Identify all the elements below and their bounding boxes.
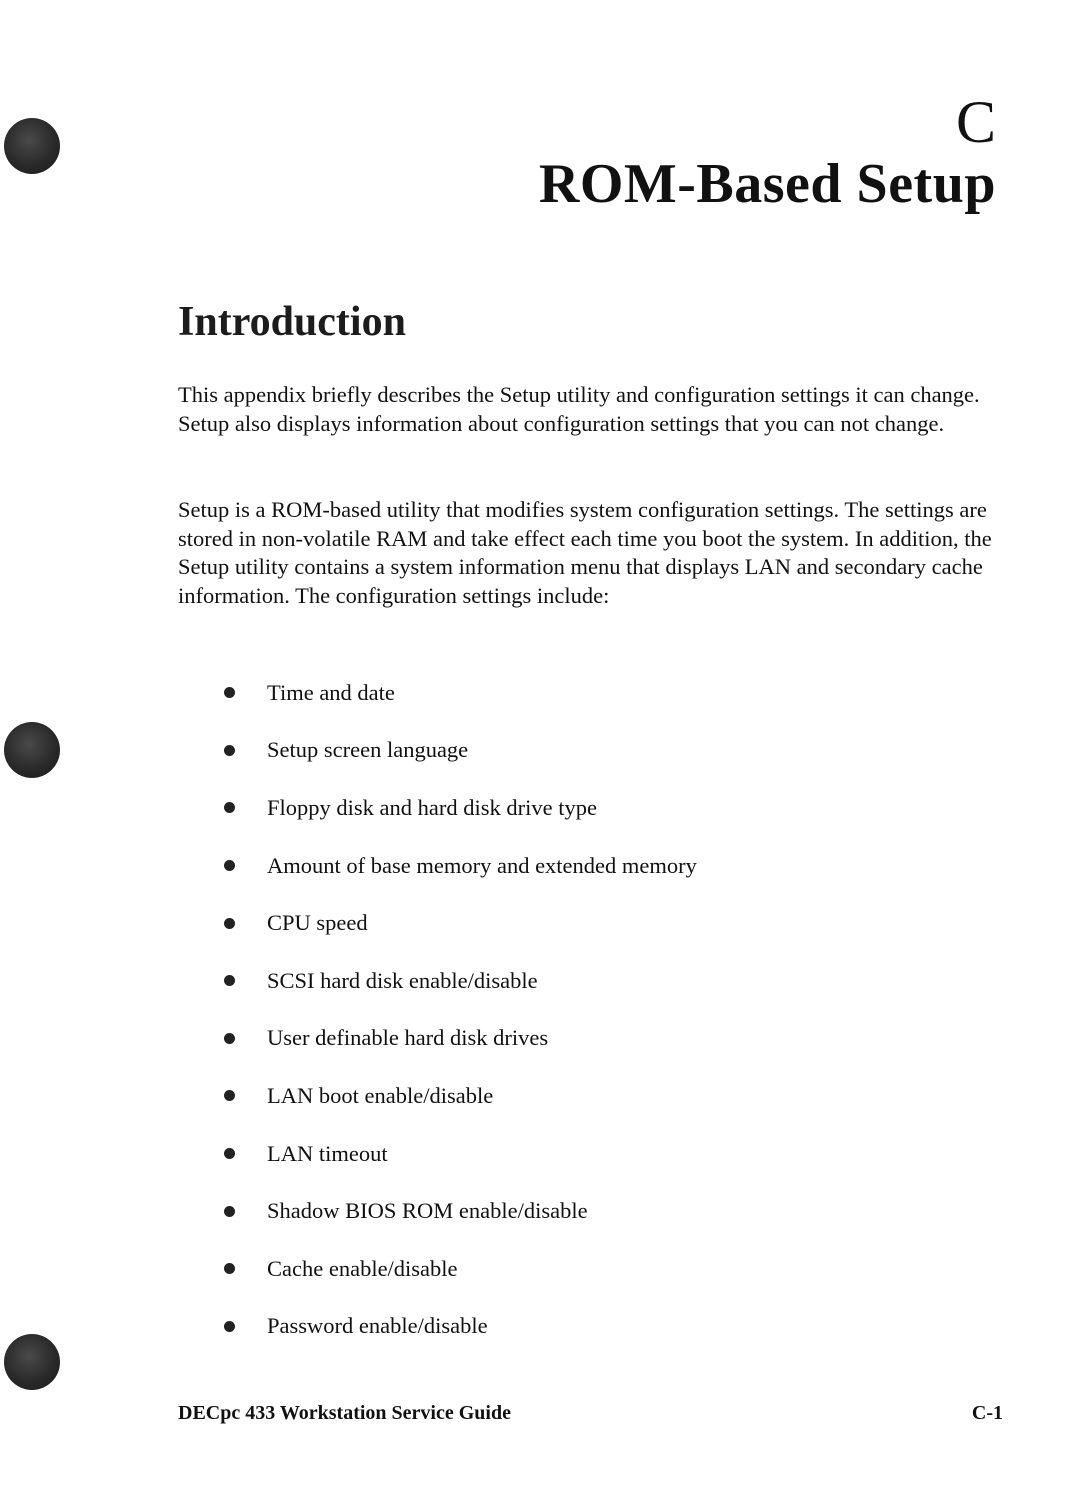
list-item [222,1182,697,1240]
list-item-text: User definable hard disk drives [267,1025,549,1051]
bullet-icon [224,860,235,871]
list-item [222,952,697,1010]
list-item-text: SCSI hard disk enable/disable [267,967,538,993]
list-item [222,837,697,895]
bullet-icon [224,802,235,813]
list-item [222,1240,697,1298]
list-item [222,1125,697,1183]
list-item [222,779,697,837]
bullet-icon [224,1148,235,1159]
list-item [222,664,697,722]
footer-document-title: DECpc 433 Workstation Service Guide [178,1402,511,1424]
list-item [222,894,697,952]
bullet-icon [224,1033,235,1044]
bullet-icon [224,745,235,756]
list-item [222,1067,697,1125]
bullet-icon [224,1090,235,1101]
setup-paragraph: Setup is a ROM-based utility that modifies system configuration settings. The settings are stored in non-volatile RAM and take effect each time you boot the system. In addition, the Setup utility contains a system information menu that displays LAN and secondary cache information. The configuration settings include: [178,497,992,609]
list-item [222,1298,697,1356]
list-item-text: Time and date [267,679,395,705]
bullet-icon [224,687,235,698]
footer-page-number: C-1 [971,1402,1003,1424]
list-item [222,722,697,780]
binder-hole-bottom [4,1334,60,1390]
bullet-icon [224,918,235,929]
section-heading: Introduction [178,299,406,345]
binder-hole-top [4,118,60,174]
bullet-icon [224,1206,235,1217]
list-item-text: Setup screen language [267,737,469,763]
list-item-text: Shadow BIOS ROM enable/disable [267,1198,588,1224]
chapter-letter: C [955,89,996,155]
chapter-title: ROM-Based Setup [538,153,996,215]
list-item-text: Cache enable/disable [267,1255,458,1281]
list-item-text: Password enable/disable [267,1313,488,1339]
list-item-text: Amount of base memory and extended memory [267,852,697,878]
settings-list [222,664,697,1355]
list-item-text: CPU speed [267,910,368,936]
list-item-text: Floppy disk and hard disk drive type [267,794,597,820]
intro-paragraph: This appendix briefly describes the Setup utility and configuration settings it can change. Setup also displays information about configuration settings that you can not change. [178,382,980,436]
bullet-icon [224,1321,235,1332]
list-item-text: LAN boot enable/disable [267,1082,494,1108]
bullet-icon [224,1263,235,1274]
list-item-text: LAN timeout [267,1140,388,1166]
bullet-icon [224,975,235,986]
binder-hole-middle [4,722,60,778]
list-item [222,1010,697,1068]
